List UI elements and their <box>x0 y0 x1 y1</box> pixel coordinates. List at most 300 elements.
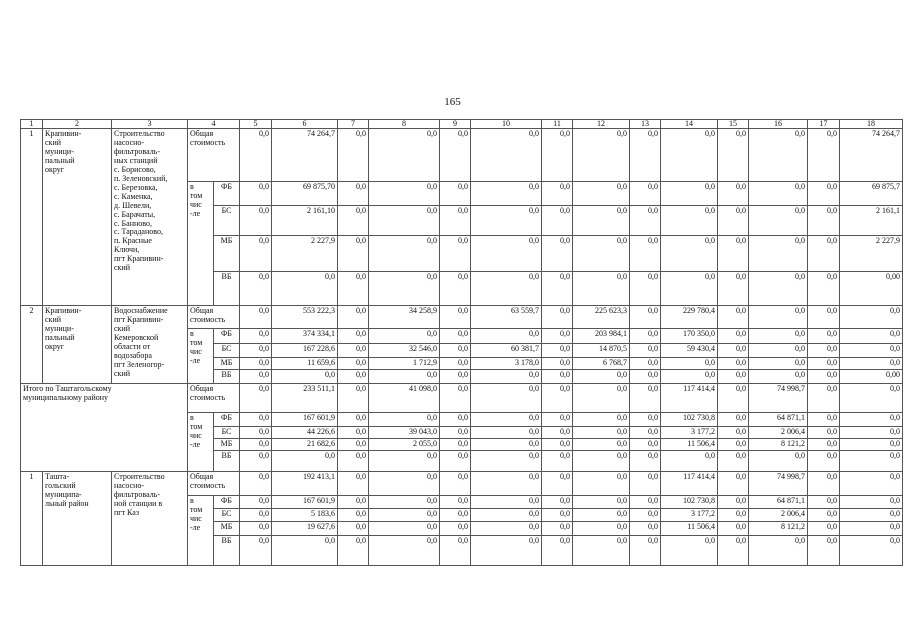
column-number-header: 13 <box>630 120 661 129</box>
value-cell: 0,0 <box>471 206 542 236</box>
value-cell: 0,0 <box>808 508 840 521</box>
value-cell: 0,0 <box>272 370 338 384</box>
value-cell: 3 177,2 <box>661 427 718 439</box>
value-cell: 69 875,7 <box>840 182 903 206</box>
value-cell: 0,0 <box>471 427 542 439</box>
value-cell: 0,0 <box>471 329 542 344</box>
value-cell: 0,0 <box>440 272 471 306</box>
value-cell: 0,0 <box>718 413 749 427</box>
value-cell: 0,0 <box>338 272 369 306</box>
value-cell: 0,0 <box>542 413 573 427</box>
funding-source-label: ВБ <box>214 450 240 471</box>
value-cell: 0,0 <box>240 358 272 370</box>
value-cell: 0,0 <box>630 508 661 521</box>
value-cell: 0,0 <box>808 438 840 450</box>
value-cell: 0,0 <box>573 129 630 182</box>
value-cell: 167 601,9 <box>272 413 338 427</box>
value-cell: 0,0 <box>840 306 903 329</box>
value-cell: 0,0 <box>542 344 573 358</box>
value-cell: 0,0 <box>369 236 440 272</box>
value-cell: 0,0 <box>471 508 542 521</box>
funding-source-label: ФБ <box>214 182 240 206</box>
value-cell: 233 511,1 <box>272 384 338 413</box>
value-cell: 0,0 <box>718 427 749 439</box>
value-cell: 167 228,6 <box>272 344 338 358</box>
value-cell: 0,0 <box>840 413 903 427</box>
value-cell: 0,0 <box>573 182 630 206</box>
value-cell: 0,0 <box>808 236 840 272</box>
value-cell: 44 226,6 <box>272 427 338 439</box>
value-cell: 0,0 <box>369 535 440 565</box>
value-cell: 0,0 <box>440 495 471 508</box>
value-cell: 0,0 <box>542 508 573 521</box>
value-cell: 203 984,1 <box>573 329 630 344</box>
value-cell: 0,0 <box>630 427 661 439</box>
value-cell: 0,0 <box>542 206 573 236</box>
value-cell: 0,0 <box>808 272 840 306</box>
value-cell: 0,0 <box>440 129 471 182</box>
value-cell: 0,0 <box>661 450 718 471</box>
value-cell: 0,0 <box>808 384 840 413</box>
column-number-header: 5 <box>240 120 272 129</box>
value-cell: 0,0 <box>749 236 808 272</box>
value-cell: 0,0 <box>661 129 718 182</box>
value-cell: 11 659,6 <box>272 358 338 370</box>
value-cell: 0,0 <box>440 413 471 427</box>
value-cell: 0,0 <box>840 471 903 495</box>
value-cell: 0,0 <box>338 521 369 535</box>
value-cell: 0,0 <box>542 450 573 471</box>
value-cell: 0,0 <box>542 329 573 344</box>
value-cell: 0,0 <box>718 384 749 413</box>
value-cell: 0,0 <box>749 450 808 471</box>
value-cell: 0,0 <box>240 508 272 521</box>
column-number-header: 3 <box>112 120 188 129</box>
value-cell: 0,0 <box>630 495 661 508</box>
value-cell: 0,0 <box>369 413 440 427</box>
value-cell: 0,0 <box>338 384 369 413</box>
column-number-row <box>21 120 903 129</box>
value-cell: 6 768,7 <box>573 358 630 370</box>
value-cell: 0,0 <box>749 272 808 306</box>
value-cell: 117 414,4 <box>661 471 718 495</box>
value-cell: 0,0 <box>338 535 369 565</box>
value-cell: 0,0 <box>471 129 542 182</box>
value-cell: 0,0 <box>749 535 808 565</box>
page-number: 165 <box>444 96 461 108</box>
value-cell: 0,0 <box>542 129 573 182</box>
funding-source-label: ФБ <box>214 329 240 344</box>
value-cell: 0,0 <box>272 535 338 565</box>
value-cell: 0,0 <box>240 384 272 413</box>
group-entity: Крапивин- ский муници- пальный округ <box>43 129 112 306</box>
value-cell: 3 178,0 <box>471 358 542 370</box>
total-cost-label: Общая стоимость <box>188 384 240 413</box>
value-cell: 0,0 <box>440 438 471 450</box>
project-description: Строительство насосно- фильтроваль- ных станций с. Борисово, п. Зеленовский, с. Березовка, с. Каменка, д. Шевели, с. Барачаты, с. Банново, с. Тараданово, п. Красные Ключи, пгт Крапивин- ский <box>112 129 188 306</box>
column-number-header: 9 <box>440 120 471 129</box>
value-cell: 0,0 <box>338 471 369 495</box>
value-cell: 0,0 <box>240 521 272 535</box>
value-cell: 60 381,7 <box>471 344 542 358</box>
value-cell: 74 998,7 <box>749 471 808 495</box>
value-cell: 0,00 <box>840 370 903 384</box>
value-cell: 0,0 <box>369 129 440 182</box>
value-cell: 0,0 <box>808 206 840 236</box>
funding-source-label: ФБ <box>214 495 240 508</box>
value-cell: 0,0 <box>573 508 630 521</box>
funding-source-label: БС <box>214 344 240 358</box>
value-cell: 0,0 <box>240 329 272 344</box>
project-description: Водоснабжение пгт Крапивин- ский Кемеровской области от водозабора пгт Зеленогор- ский <box>112 306 188 384</box>
value-cell: 0,0 <box>542 370 573 384</box>
value-cell: 0,0 <box>808 535 840 565</box>
value-cell: 0,0 <box>369 329 440 344</box>
value-cell: 0,0 <box>471 535 542 565</box>
value-cell: 0,0 <box>369 495 440 508</box>
value-cell: 0,0 <box>240 535 272 565</box>
column-number-header: 1 <box>21 120 43 129</box>
value-cell: 21 682,6 <box>272 438 338 450</box>
value-cell: 69 875,70 <box>272 182 338 206</box>
value-cell: 0,0 <box>471 438 542 450</box>
value-cell: 0,0 <box>440 471 471 495</box>
value-cell: 0,0 <box>718 450 749 471</box>
value-cell: 0,0 <box>240 344 272 358</box>
value-cell: 0,0 <box>661 358 718 370</box>
value-cell: 0,0 <box>573 535 630 565</box>
value-cell: 0,0 <box>808 182 840 206</box>
value-cell: 74 264,7 <box>272 129 338 182</box>
value-cell: 0,0 <box>840 495 903 508</box>
value-cell: 0,0 <box>440 329 471 344</box>
value-cell: 0,0 <box>542 521 573 535</box>
value-cell: 0,0 <box>440 370 471 384</box>
value-cell: 0,0 <box>573 370 630 384</box>
value-cell: 0,0 <box>338 182 369 206</box>
value-cell: 19 627,6 <box>272 521 338 535</box>
value-cell: 0,0 <box>718 495 749 508</box>
value-cell: 0,0 <box>542 438 573 450</box>
value-cell: 0,0 <box>240 413 272 427</box>
value-cell: 0,0 <box>471 471 542 495</box>
value-cell: 0,0 <box>440 236 471 272</box>
value-cell: 0,0 <box>630 358 661 370</box>
value-cell: 2 161,10 <box>272 206 338 236</box>
value-cell: 0,0 <box>718 535 749 565</box>
value-cell: 0,0 <box>749 206 808 236</box>
value-cell: 0,0 <box>338 306 369 329</box>
value-cell: 0,0 <box>240 129 272 182</box>
value-cell: 0,0 <box>630 306 661 329</box>
value-cell: 0,0 <box>630 370 661 384</box>
value-cell: 0,0 <box>840 384 903 413</box>
value-cell: 0,0 <box>240 272 272 306</box>
column-number-header: 15 <box>718 120 749 129</box>
value-cell: 0,0 <box>542 272 573 306</box>
value-cell: 0,0 <box>440 206 471 236</box>
value-cell: 74 998,7 <box>749 384 808 413</box>
value-cell: 374 334,1 <box>272 329 338 344</box>
value-cell: 0,0 <box>272 450 338 471</box>
column-number-header: 8 <box>369 120 440 129</box>
value-cell: 32 546,0 <box>369 344 440 358</box>
value-cell: 0,0 <box>573 236 630 272</box>
funding-source-label: ВБ <box>214 370 240 384</box>
value-cell: 0,0 <box>338 450 369 471</box>
value-cell: 0,0 <box>573 450 630 471</box>
value-cell: 0,0 <box>630 206 661 236</box>
table-row <box>21 384 903 413</box>
value-cell: 0,0 <box>573 438 630 450</box>
value-cell: 0,0 <box>471 495 542 508</box>
table-body <box>21 129 903 566</box>
value-cell: 102 730,8 <box>661 413 718 427</box>
value-cell: 0,0 <box>808 129 840 182</box>
value-cell: 167 601,9 <box>272 495 338 508</box>
total-cost-label: Общая стоимость <box>188 129 240 182</box>
value-cell: 0,0 <box>440 384 471 413</box>
value-cell: 0,0 <box>440 521 471 535</box>
value-cell: 0,0 <box>440 450 471 471</box>
value-cell: 0,0 <box>630 129 661 182</box>
value-cell: 0,0 <box>369 471 440 495</box>
value-cell: 0,0 <box>369 370 440 384</box>
funding-source-label: МБ <box>214 236 240 272</box>
total-cost-label: Общая стоимость <box>188 306 240 329</box>
value-cell: 0,0 <box>573 495 630 508</box>
value-cell: 0,0 <box>240 495 272 508</box>
including-label: в том чис -ле <box>188 413 214 472</box>
value-cell: 0,0 <box>840 508 903 521</box>
value-cell: 0,0 <box>542 535 573 565</box>
value-cell: 0,0 <box>338 370 369 384</box>
value-cell: 34 258,9 <box>369 306 440 329</box>
value-cell: 1 712,9 <box>369 358 440 370</box>
value-cell: 11 506,4 <box>661 438 718 450</box>
value-cell: 41 098,0 <box>369 384 440 413</box>
project-description: Строительство насосно- фильтроваль- ной станции в пгт Каз <box>112 471 188 565</box>
value-cell: 0,0 <box>240 438 272 450</box>
value-cell: 0,0 <box>808 450 840 471</box>
value-cell: 0,0 <box>338 438 369 450</box>
value-cell: 0,0 <box>808 306 840 329</box>
value-cell: 0,0 <box>240 427 272 439</box>
value-cell: 63 559,7 <box>471 306 542 329</box>
value-cell: 0,0 <box>542 495 573 508</box>
value-cell: 0,0 <box>471 182 542 206</box>
value-cell: 0,0 <box>718 521 749 535</box>
value-cell: 0,0 <box>840 521 903 535</box>
column-number-header: 2 <box>43 120 112 129</box>
value-cell: 0,0 <box>840 427 903 439</box>
value-cell: 553 222,3 <box>272 306 338 329</box>
value-cell: 0,0 <box>840 438 903 450</box>
value-cell: 0,0 <box>808 413 840 427</box>
value-cell: 2 055,0 <box>369 438 440 450</box>
value-cell: 0,0 <box>808 329 840 344</box>
value-cell: 0,0 <box>661 236 718 272</box>
value-cell: 0,0 <box>808 427 840 439</box>
value-cell: 2 006,4 <box>749 508 808 521</box>
value-cell: 0,0 <box>718 370 749 384</box>
group-entity: Крапивин- ский муници- пальный округ <box>43 306 112 384</box>
column-number-header: 16 <box>749 120 808 129</box>
value-cell: 0,0 <box>718 508 749 521</box>
column-number-header: 10 <box>471 120 542 129</box>
including-label: в том чис -ле <box>188 495 214 565</box>
value-cell: 0,0 <box>808 344 840 358</box>
funding-source-label: МБ <box>214 438 240 450</box>
value-cell: 2 161,1 <box>840 206 903 236</box>
value-cell: 0,0 <box>718 236 749 272</box>
value-cell: 0,0 <box>542 236 573 272</box>
value-cell: 0,0 <box>630 272 661 306</box>
value-cell: 0,0 <box>338 358 369 370</box>
value-cell: 0,0 <box>749 358 808 370</box>
value-cell: 0,0 <box>718 344 749 358</box>
value-cell: 0,0 <box>369 521 440 535</box>
value-cell: 0,0 <box>808 521 840 535</box>
value-cell: 3 177,2 <box>661 508 718 521</box>
value-cell: 11 506,4 <box>661 521 718 535</box>
value-cell: 0,0 <box>338 413 369 427</box>
value-cell: 0,0 <box>542 471 573 495</box>
column-number-header: 7 <box>338 120 369 129</box>
value-cell: 0,0 <box>630 182 661 206</box>
value-cell: 0,0 <box>338 495 369 508</box>
value-cell: 0,0 <box>471 272 542 306</box>
value-cell: 225 623,3 <box>573 306 630 329</box>
value-cell: 0,0 <box>542 384 573 413</box>
value-cell: 0,0 <box>471 413 542 427</box>
value-cell: 229 780,4 <box>661 306 718 329</box>
value-cell: 0,0 <box>661 535 718 565</box>
column-number-header: 11 <box>542 120 573 129</box>
value-cell: 0,0 <box>808 495 840 508</box>
value-cell: 2 227,9 <box>272 236 338 272</box>
value-cell: 64 871,1 <box>749 413 808 427</box>
value-cell: 0,0 <box>240 306 272 329</box>
value-cell: 0,0 <box>440 306 471 329</box>
value-cell: 0,0 <box>661 206 718 236</box>
including-label: в том чис -ле <box>188 182 214 306</box>
value-cell: 0,0 <box>661 370 718 384</box>
value-cell: 0,0 <box>440 535 471 565</box>
value-cell: 0,0 <box>471 450 542 471</box>
value-cell: 2 227,9 <box>840 236 903 272</box>
value-cell: 0,0 <box>630 236 661 272</box>
group-entity: Итого по Таштагольскому муниципальному району <box>21 384 188 472</box>
including-label: в том чис -ле <box>188 329 214 384</box>
value-cell: 0,0 <box>338 508 369 521</box>
value-cell: 0,0 <box>630 384 661 413</box>
value-cell: 0,0 <box>749 344 808 358</box>
value-cell: 0,0 <box>630 344 661 358</box>
table-row <box>21 306 903 329</box>
value-cell: 64 871,1 <box>749 495 808 508</box>
value-cell: 0,0 <box>471 384 542 413</box>
group-entity: Ташта- гольский муниципа- льный район <box>43 471 112 565</box>
value-cell: 0,0 <box>718 129 749 182</box>
value-cell: 0,0 <box>661 182 718 206</box>
value-cell: 0,0 <box>749 370 808 384</box>
value-cell: 0,0 <box>808 358 840 370</box>
value-cell: 0,0 <box>630 329 661 344</box>
value-cell: 74 264,7 <box>840 129 903 182</box>
value-cell: 0,0 <box>369 508 440 521</box>
value-cell: 0,0 <box>369 450 440 471</box>
value-cell: 0,0 <box>840 450 903 471</box>
value-cell: 0,0 <box>749 329 808 344</box>
total-cost-label: Общая стоимость <box>188 471 240 495</box>
value-cell: 0,0 <box>240 236 272 272</box>
value-cell: 8 121,2 <box>749 521 808 535</box>
value-cell: 0,0 <box>369 206 440 236</box>
value-cell: 0,0 <box>630 438 661 450</box>
value-cell: 0,0 <box>573 206 630 236</box>
value-cell: 0,0 <box>840 535 903 565</box>
value-cell: 2 006,4 <box>749 427 808 439</box>
row-number: 1 <box>21 471 43 565</box>
column-number-header: 14 <box>661 120 718 129</box>
value-cell: 39 043,0 <box>369 427 440 439</box>
value-cell: 102 730,8 <box>661 495 718 508</box>
value-cell: 59 430,4 <box>661 344 718 358</box>
row-number: 2 <box>21 306 43 384</box>
value-cell: 0,0 <box>840 344 903 358</box>
value-cell: 0,0 <box>272 272 338 306</box>
value-cell: 0,0 <box>718 471 749 495</box>
value-cell: 0,0 <box>542 427 573 439</box>
value-cell: 0,0 <box>630 413 661 427</box>
value-cell: 14 870,5 <box>573 344 630 358</box>
value-cell: 0,0 <box>573 272 630 306</box>
table-row <box>21 129 903 182</box>
value-cell: 0,0 <box>240 182 272 206</box>
value-cell: 0,0 <box>440 508 471 521</box>
value-cell: 0,0 <box>573 384 630 413</box>
value-cell: 0,0 <box>718 272 749 306</box>
funding-source-label: МБ <box>214 521 240 535</box>
value-cell: 170 350,0 <box>661 329 718 344</box>
value-cell: 0,0 <box>718 358 749 370</box>
value-cell: 0,0 <box>573 521 630 535</box>
column-number-header: 17 <box>808 120 840 129</box>
funding-source-label: БС <box>214 427 240 439</box>
value-cell: 0,0 <box>808 370 840 384</box>
value-cell: 5 183,6 <box>272 508 338 521</box>
value-cell: 0,0 <box>240 471 272 495</box>
funding-source-label: МБ <box>214 358 240 370</box>
table-row <box>21 471 903 495</box>
value-cell: 0,0 <box>749 129 808 182</box>
value-cell: 0,0 <box>240 206 272 236</box>
value-cell: 0,0 <box>630 450 661 471</box>
value-cell: 0,0 <box>630 471 661 495</box>
value-cell: 0,0 <box>542 358 573 370</box>
value-cell: 0,0 <box>749 182 808 206</box>
value-cell: 0,0 <box>369 272 440 306</box>
value-cell: 0,00 <box>840 272 903 306</box>
funding-source-label: ФБ <box>214 413 240 427</box>
value-cell: 0,0 <box>471 521 542 535</box>
value-cell: 0,0 <box>573 427 630 439</box>
value-cell: 0,0 <box>240 370 272 384</box>
value-cell: 0,0 <box>440 358 471 370</box>
column-number-header: 12 <box>573 120 630 129</box>
value-cell: 0,0 <box>718 306 749 329</box>
